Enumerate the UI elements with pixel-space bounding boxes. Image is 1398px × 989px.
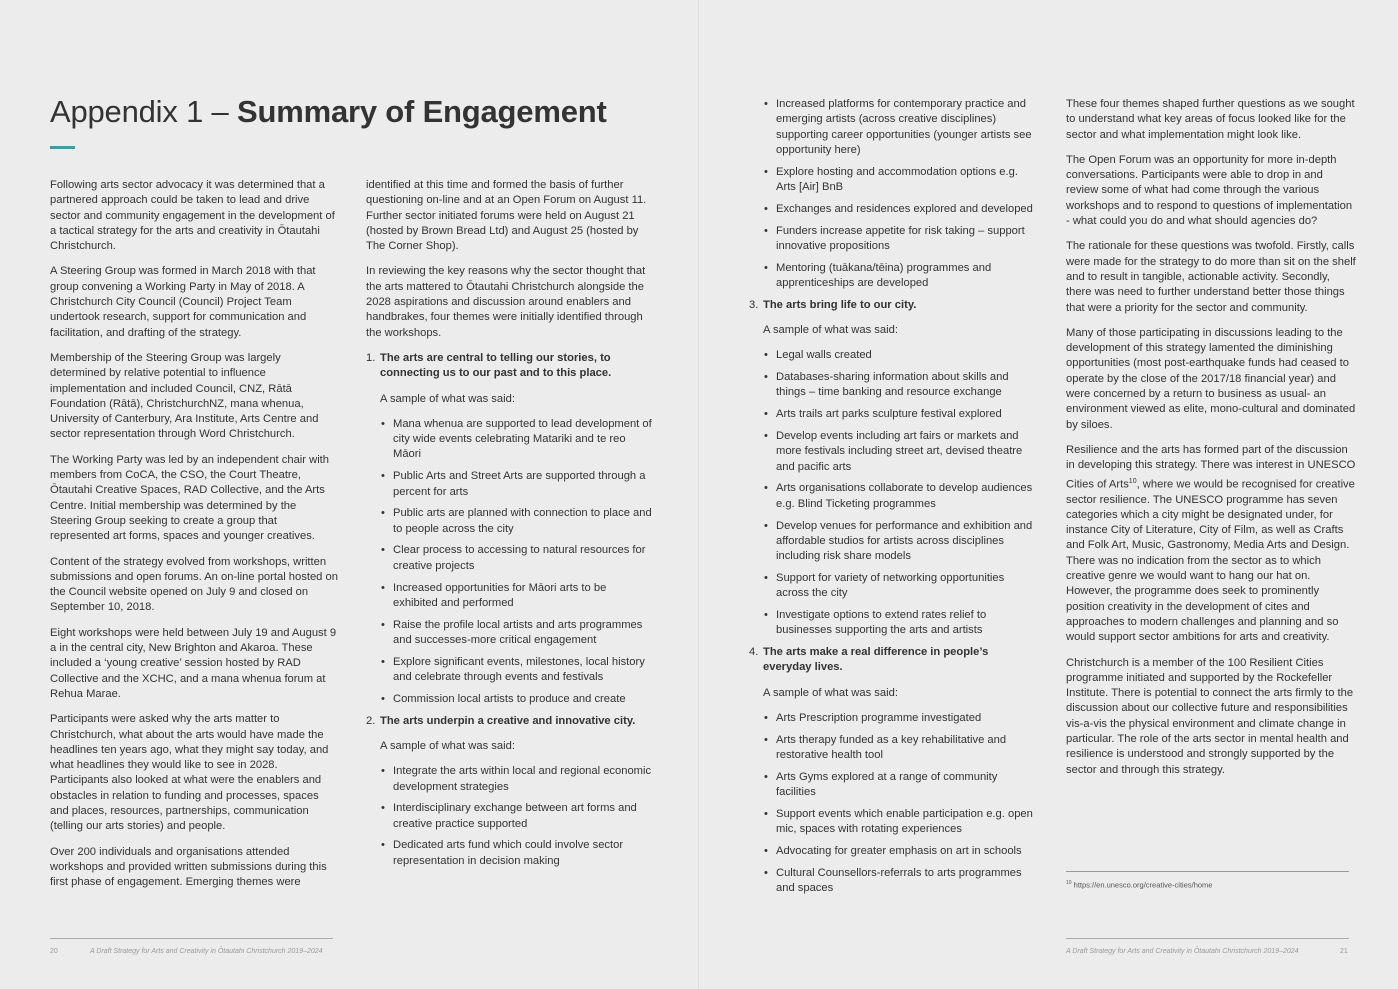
themes-list-continued bbox=[749, 298, 1039, 897]
column-2 bbox=[366, 178, 652, 875]
paragraph: Membership of the Steering Group was largely determined by relative potential to influence implementation and included Council, CNZ, Rātā Foundation (Rātā), ChristchurchNZ, mana whenua, University of Canterbury, Ara Institute, Arts Centre and sector representation through Word Christchurch. bbox=[50, 351, 319, 441]
list-item bbox=[763, 866, 1039, 897]
list-item bbox=[763, 481, 1039, 512]
bullet-icon: • bbox=[381, 507, 385, 520]
footnote-ref[interactable]: 10 bbox=[1128, 477, 1137, 485]
theme-title: The arts bring life to our city. bbox=[763, 298, 917, 311]
list-item-text: Increased platforms for contemporary practice and emerging artists (across creative disciplines) supporting career opportunities (younger artists see opportunity here) bbox=[776, 98, 1032, 156]
bullet-icon: • bbox=[764, 807, 768, 820]
list-item-text: Support events which enable participation e.g. open mic, spaces with rotating experiences bbox=[776, 807, 1033, 836]
bullet-icon: • bbox=[381, 839, 385, 852]
list-item bbox=[380, 692, 652, 707]
footer-divider-right bbox=[1066, 938, 1349, 939]
unesco-text-after: , where we would be recognised for creative sector resilience. The UNESCO programme has seven categories which a city might be designated under, for instance City of Literature, City of Film, as well as Crafts and Folk Art, Music, Gastronomy, Media Arts and Design. There was no indication from the sector as to which creative genre we would want to hang our hat on. However, the programme does seek to prominently position creativity in the development of cites and approaches to modern challenges and planning and so would support sector ambitions for arts and creativity. bbox=[1066, 478, 1355, 644]
list-item bbox=[380, 469, 652, 500]
list-item bbox=[763, 224, 1039, 255]
bullet-icon: • bbox=[764, 845, 768, 858]
bullet-icon: • bbox=[764, 408, 768, 421]
list-item-text: Cultural Counsellors-referrals to arts programmes and spaces bbox=[776, 866, 1022, 895]
list-item bbox=[763, 370, 1039, 401]
title-bold: Summary of Engagement bbox=[237, 94, 607, 129]
list-item-text: Raise the profile local artists and arts programmes and successes-more critical engagement bbox=[393, 618, 643, 646]
bullet-icon: • bbox=[381, 581, 385, 594]
list-item-text: Support for variety of networking opportunities across the city bbox=[776, 571, 1005, 600]
paragraph: These four themes shaped further questions as we sought to understand what key areas of focus looked like for the sector and what implementation might look like. bbox=[1066, 98, 1355, 141]
list-item-text: Commission local artists to produce and create bbox=[393, 692, 626, 705]
theme-title: The arts make a real difference in people’s everyday lives. bbox=[763, 646, 989, 674]
list-item bbox=[763, 807, 1039, 838]
list-item bbox=[763, 519, 1039, 565]
theme-2 bbox=[366, 714, 652, 869]
bullet-icon: • bbox=[764, 430, 768, 443]
list-item-text: Explore significant events, milestones, local history and celebrate through events and festivals bbox=[393, 655, 645, 684]
paragraph: Following arts sector advocacy it was determined that a partnered approach could be taken to lead and drive sector and community engagement in the development of a tactical strategy for the arts and creativity in Ōtautahi Christchurch. bbox=[50, 179, 335, 253]
theme-title: The arts underpin a creative and innovative city. bbox=[380, 714, 636, 727]
bullet-icon: • bbox=[764, 98, 768, 110]
title-regular: Appendix 1 – bbox=[50, 94, 237, 129]
paragraph: The Working Party was led by an independent chair with members from CoCA, the CSO, the Court Theatre, Ōtautahi Creative Spaces, RAD Collective, and the Arts Centre. Initial membership was determined by the Steering Group seeking to create a group that represented art forms, spaces and younger creatives. bbox=[50, 453, 330, 543]
list-item-text: Investigate options to extend rates relief to businesses supporting the arts and artists bbox=[776, 609, 987, 637]
theme-number: 4. bbox=[749, 646, 759, 659]
list-item bbox=[763, 407, 1039, 422]
list-item bbox=[380, 417, 652, 463]
list-item bbox=[763, 165, 1039, 196]
footer-title-right: A Draft Strategy for Arts and Creativity in Ōtautahi Christchurch 2019–2024 bbox=[1066, 948, 1299, 955]
list-item-text: Develop events including art fairs or markets and more festivals including street art, devised theatre and pacific arts bbox=[776, 430, 1023, 473]
bullet-icon: • bbox=[764, 609, 768, 622]
theme-3 bbox=[749, 298, 1039, 639]
footer-title-left: A Draft Strategy for Arts and Creativity in Ōtautahi Christchurch 2019–2024 bbox=[90, 948, 323, 955]
bullet-icon: • bbox=[381, 417, 385, 430]
footnote-link[interactable]: https://en.unesco.org/creative-cities/home bbox=[1071, 880, 1213, 890]
list-item-text: Advocating for greater emphasis on art in schools bbox=[776, 845, 1022, 858]
list-item-text: Arts Prescription programme investigated bbox=[776, 712, 982, 724]
bullet-icon: • bbox=[764, 519, 768, 532]
paragraph: Over 200 individuals and organisations attended workshops and provided written submissions during this first phase of engagement. Emerging themes were bbox=[50, 845, 327, 889]
footnote bbox=[1066, 880, 1212, 890]
sample-label: A sample of what was said: bbox=[763, 324, 898, 337]
list-item-text: Databases-sharing information about skills and things – time banking and resource exchange bbox=[776, 371, 1009, 399]
list-item bbox=[763, 429, 1039, 475]
theme-1-items bbox=[380, 417, 652, 707]
list-item-text: Increased opportunities for Māori arts to be exhibited and performed bbox=[393, 581, 607, 609]
paragraph: In reviewing the key reasons why the sector thought that the arts mattered to Ōtautahi Christchurch alongside the 2028 aspirations and discussion around enablers and handbrakes, four themes were initially identified through the workshops. bbox=[366, 265, 646, 339]
list-item-text: Legal walls created bbox=[776, 349, 872, 362]
bullet-icon: • bbox=[764, 202, 768, 215]
list-item bbox=[380, 543, 652, 574]
list-item bbox=[380, 655, 652, 686]
list-item bbox=[380, 618, 652, 649]
bullet-icon: • bbox=[764, 165, 768, 178]
bullet-icon: • bbox=[381, 544, 385, 557]
bullet-icon: • bbox=[381, 765, 385, 778]
list-item bbox=[763, 733, 1039, 764]
bullet-icon: • bbox=[764, 482, 768, 495]
sample-label: A sample of what was said: bbox=[380, 392, 515, 405]
list-item-text: Integrate the arts within local and regional economic development strategies bbox=[393, 765, 652, 793]
themes-list bbox=[366, 351, 652, 869]
bullet-icon: • bbox=[764, 866, 768, 879]
list-item bbox=[763, 608, 1039, 639]
footnote-divider bbox=[1066, 871, 1349, 872]
bullet-icon: • bbox=[764, 712, 768, 724]
column-4 bbox=[1066, 97, 1356, 788]
list-item bbox=[380, 506, 652, 537]
bullet-icon: • bbox=[764, 733, 768, 746]
paragraph: Many of those participating in discussions leading to the development of this strategy lamented the diminishing opportunities (most post-earthquake funds had ceased to operate by the close of the 2017/18 financial year) and were concerned by a return to business as usual- an environment viewed as elite, mono-cultural and dominated by siloes. bbox=[1066, 326, 1356, 431]
bullet-icon: • bbox=[764, 349, 768, 362]
theme-number: 1. bbox=[366, 351, 376, 364]
paragraph: Eight workshops were held between July 19 and August 9 a in the central city, New Brighton and Akaroa. These included a ‘young creative’ session hosted by RAD Collective and the XCHC, and a mana whenua forum at Rehua Marae. bbox=[50, 626, 337, 700]
theme-title: The arts are central to telling our stories, to connecting us to our past and to this place. bbox=[380, 351, 612, 380]
list-item-text: Exchanges and residences explored and developed bbox=[776, 202, 1033, 215]
bullet-icon: • bbox=[381, 692, 385, 705]
theme-1 bbox=[366, 351, 652, 707]
list-item-text: Mentoring (tuākana/tēina) programmes and apprenticeships are developed bbox=[776, 261, 992, 289]
theme-number: 3. bbox=[749, 298, 759, 311]
bullet-icon: • bbox=[764, 571, 768, 584]
list-item-text: Dedicated arts fund which could involve sector representation in decision making bbox=[393, 839, 624, 867]
list-item-text: Public arts are planned with connection to place and to people across the city bbox=[393, 507, 652, 535]
bullet-icon: • bbox=[764, 261, 768, 274]
list-item-text: Interdisciplinary exchange between art forms and creative practice supported bbox=[393, 802, 637, 830]
list-item-text: Arts therapy funded as a key rehabilitative and restorative health tool bbox=[776, 733, 1007, 762]
list-item-text: Mana whenua are supported to lead development of city wide events celebrating Matariki and te reo Māori bbox=[393, 417, 652, 461]
paragraph: A Steering Group was formed in March 2018 with that group convening a Working Party in May of 2018. A Christchurch City Council (Council) Project Team undertook research, support for communication and facilitation, and drafting of the strategy. bbox=[50, 265, 316, 339]
list-item bbox=[763, 844, 1039, 859]
unesco-text-before: Resilience and the arts has formed part of the discussion in developing this strategy. There was interest in UNESCO Cities of Arts bbox=[1066, 443, 1356, 491]
paragraph-unesco bbox=[1066, 443, 1356, 646]
bullet-icon: • bbox=[381, 470, 385, 483]
list-item bbox=[763, 202, 1039, 217]
list-item bbox=[763, 261, 1039, 292]
sample-label: A sample of what was said: bbox=[380, 739, 515, 752]
bullet-icon: • bbox=[764, 371, 768, 384]
list-item bbox=[380, 764, 652, 795]
page-number-left: 20 bbox=[50, 948, 58, 955]
list-item bbox=[763, 348, 1039, 363]
paragraph: identified at this time and formed the basis of further questioning on-line and at an Open Forum on August 11. Further sector initiated forums were held on August 21 (hosted by Brown Bread Ltd) and August 25 (hosted by The Corner Shop). bbox=[366, 179, 647, 253]
list-item bbox=[763, 97, 1039, 158]
list-item-text: Arts organisations collaborate to develop audiences e.g. Blind Ticketing programmes bbox=[776, 482, 1033, 510]
page-spine bbox=[698, 0, 699, 989]
theme-2-items-continued bbox=[763, 97, 1039, 291]
list-item bbox=[380, 581, 652, 612]
theme-4 bbox=[749, 645, 1039, 896]
theme-number: 2. bbox=[366, 714, 376, 727]
list-item-text: Arts trails art parks sculpture festival explored bbox=[776, 408, 1002, 421]
footnote-number: 10 bbox=[1066, 880, 1072, 886]
paragraph: Participants were asked why the arts matter to Christchurch, what about the arts would have made the headlines ten years ago, what they might say today, and what headlines they would like to see in 2028. Participants also looked at what were the enablers and obstacles in relation to funding and processes, spaces and places, resources, partnerships, communication (telling our arts stories) and people. bbox=[50, 713, 329, 833]
footer-divider-left bbox=[50, 938, 333, 939]
paragraph: The rationale for these questions was twofold. Firstly, calls were made for the strategy to do more than sit on the shelf and to result in tangible, actionable activity. Secondly, there was need to further understand better those things that were a priority for the sector and community. bbox=[1066, 240, 1356, 314]
paragraph: Christchurch is a member of the 100 Resilient Cities programme initiated and supported by the Rockefeller Institute. There is potential to connect the arts firmly to the discussion about our collective future and responsibilities vis-a-vis the physical environment and climate change in particular. The role of the arts sector in mental health and resilience is understood and strongly supported by the sector and through this strategy. bbox=[1066, 656, 1354, 776]
list-item bbox=[763, 770, 1039, 801]
bullet-icon: • bbox=[381, 802, 385, 815]
list-item-text: Develop venues for performance and exhibition and affordable studios for artists across disciplines including risk share models bbox=[776, 519, 1033, 563]
list-item bbox=[763, 571, 1039, 602]
theme-2-items bbox=[380, 764, 652, 869]
bullet-icon: • bbox=[381, 618, 385, 631]
list-item bbox=[380, 838, 652, 869]
paragraph: Content of the strategy evolved from workshops, written submissions and open forums. An on-line portal hosted on the Council website opened on July 9 and closed on September 10, 2018. bbox=[50, 555, 338, 614]
list-item-text: Explore hosting and accommodation options e.g. Arts [Air] BnB bbox=[776, 165, 1018, 193]
theme-4-items bbox=[763, 711, 1039, 896]
sample-label: A sample of what was said: bbox=[763, 686, 898, 699]
title-accent-bar bbox=[50, 146, 75, 149]
page-title bbox=[50, 94, 607, 130]
paragraph: The Open Forum was an opportunity for more in-depth conversations. Participants were able to drop in and review some of what had come through the various workshops and to respond to questions of implementation - what could you do and what should agencies do? bbox=[1066, 153, 1353, 228]
column-3 bbox=[749, 97, 1039, 903]
column-1 bbox=[50, 178, 338, 900]
list-item-text: Public Arts and Street Arts are supported through a percent for arts bbox=[393, 470, 646, 498]
list-item-text: Clear process to accessing to natural resources for creative projects bbox=[393, 544, 646, 572]
page-number-right: 21 bbox=[1340, 948, 1348, 955]
list-item bbox=[763, 711, 1039, 726]
list-item bbox=[380, 801, 652, 832]
list-item-text: Arts Gyms explored at a range of community facilities bbox=[776, 770, 998, 799]
bullet-icon: • bbox=[764, 770, 768, 783]
bullet-icon: • bbox=[381, 655, 385, 668]
bullet-icon: • bbox=[764, 224, 768, 237]
theme-3-items bbox=[763, 348, 1039, 638]
list-item-text: Funders increase appetite for risk taking – support innovative propositions bbox=[776, 224, 1025, 252]
